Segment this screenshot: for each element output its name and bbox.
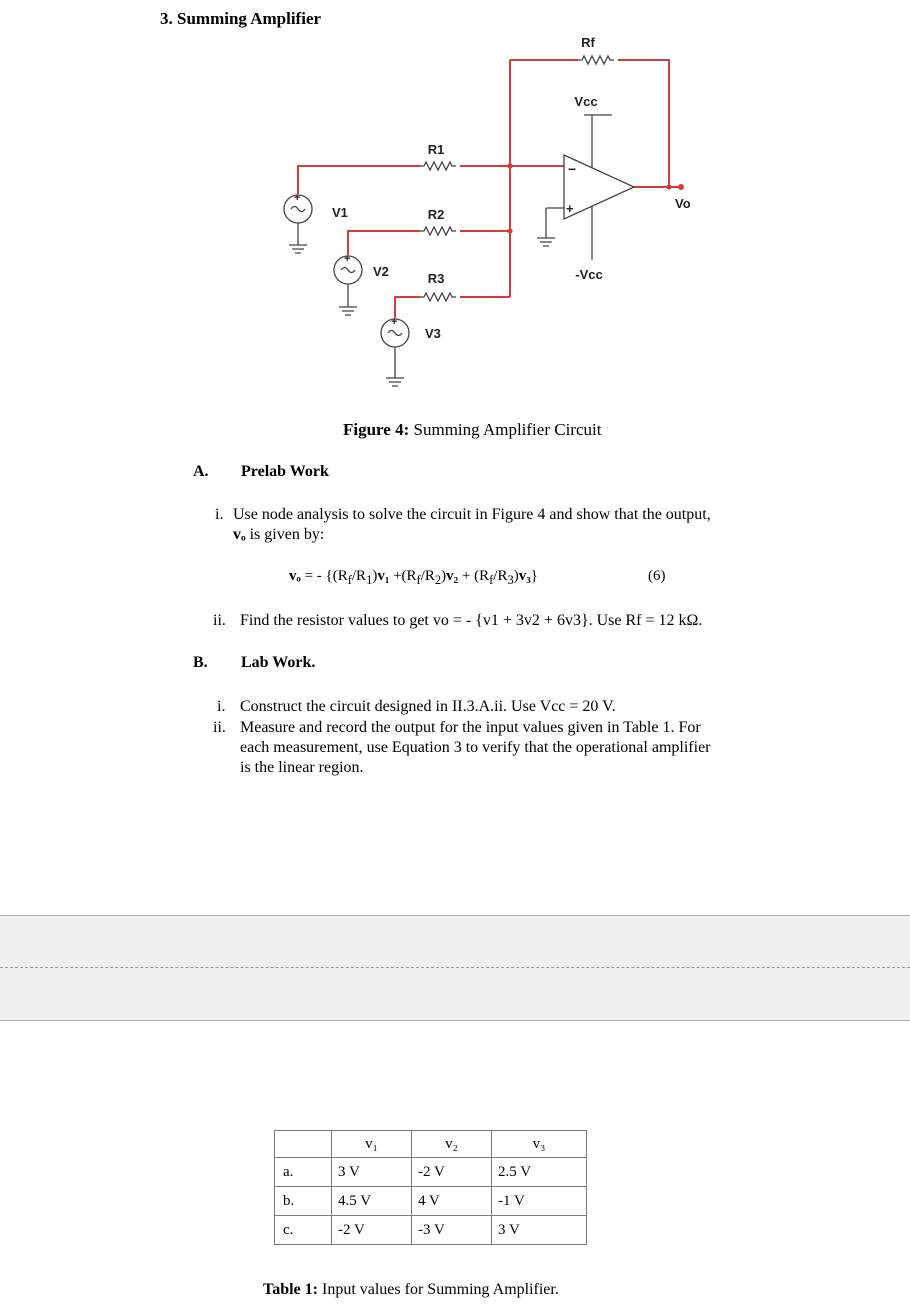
label-vcc: Vcc <box>574 94 598 109</box>
junction-dot <box>666 184 671 189</box>
eq-v2: v₂ <box>446 568 459 584</box>
eq-sub: 2 <box>434 573 442 587</box>
eq-part: /R <box>493 568 508 584</box>
eq-sub: f <box>416 573 421 587</box>
table-cell: -2 V <box>332 1216 412 1245</box>
lab-letter: B. <box>193 654 208 671</box>
lab-title: Lab Work. <box>241 654 316 671</box>
table-caption-label: Table 1: <box>263 1281 318 1298</box>
table-cell: 4.5 V <box>332 1187 412 1216</box>
eq-sub: 1 <box>366 573 373 587</box>
resistor-rf <box>578 56 614 64</box>
table-caption <box>263 1281 559 1299</box>
eq-v1: v₁ <box>377 568 390 584</box>
page-break-band <box>0 915 910 1021</box>
label-v2: V2 <box>373 264 389 279</box>
prelab-item-i-line2: is given by: <box>245 526 325 543</box>
eq-part: ) <box>441 568 447 584</box>
resistor-r3 <box>420 293 456 301</box>
noninverting-input-wire <box>546 208 564 238</box>
prelab-item-i-number: i. <box>215 506 224 523</box>
ground-icon <box>339 284 357 315</box>
table-header-cell: v₃ <box>492 1131 587 1158</box>
table-caption-text: Input values for Summing Amplifier. <box>317 1281 559 1298</box>
table-row <box>275 1187 587 1216</box>
figure-caption <box>343 420 601 440</box>
source-v3-plus: + <box>391 316 398 328</box>
prelab-item-ii-number: ii. <box>213 612 226 629</box>
eq-part: } <box>530 568 538 584</box>
label-rf: Rf <box>581 35 595 50</box>
label-neg-vcc: -Vcc <box>575 267 603 282</box>
input-values-table <box>274 1130 587 1245</box>
equation-number: (6) <box>648 568 666 584</box>
prelab-item-i-text <box>233 505 793 545</box>
label-v3: V3 <box>425 326 441 341</box>
prelab-letter: A. <box>193 463 209 480</box>
resistor-r2 <box>420 227 456 235</box>
equation-6 <box>289 568 538 588</box>
table-cell: c. <box>275 1216 332 1245</box>
page-break-dashed-line <box>0 967 910 968</box>
table-cell: 4 V <box>412 1187 492 1216</box>
eq-part: = - {(R <box>300 568 348 584</box>
table-cell: b. <box>275 1187 332 1216</box>
output-terminal <box>678 184 684 190</box>
table-cell: 3 V <box>492 1216 587 1245</box>
eq-part: ) <box>513 568 519 584</box>
prelab-title: Prelab Work <box>241 463 329 480</box>
prelab-item-ii-text: Find the resistor values to get vo = - {v1 + 3v2 + 6v3}. Use Rf = 12 kΩ. <box>240 612 703 629</box>
figure-caption-label: Figure 4: <box>343 420 410 439</box>
summing-amplifier-circuit <box>0 0 910 410</box>
inverting-sign: − <box>568 161 577 177</box>
table-cell: a. <box>275 1158 332 1187</box>
lab-item-ii-line: each measurement, use Equation 3 to verify that the operational amplifier <box>240 739 711 756</box>
eq-sub: 3 <box>507 573 514 587</box>
table-cell: -1 V <box>492 1187 587 1216</box>
junction-dot <box>507 228 512 233</box>
wire-v3-r3 <box>395 297 420 318</box>
table-cell: -3 V <box>412 1216 492 1245</box>
source-v2-plus: + <box>344 253 351 265</box>
prelab-item-i-line1: Use node analysis to solve the circuit in Figure 4 and show that the output, <box>233 506 711 523</box>
table-header-cell: v₂ <box>412 1131 492 1158</box>
section-title: Summing Amplifier <box>177 9 322 28</box>
table-row <box>275 1216 587 1245</box>
lab-item-ii-text <box>240 718 800 778</box>
eq-part: + (R <box>458 568 490 584</box>
lab-item-ii-number: ii. <box>213 719 226 736</box>
resistor-r1 <box>420 162 456 170</box>
wire-v2-r2 <box>348 231 420 255</box>
label-r1: R1 <box>427 142 445 157</box>
prelab-item-i-vo: vₒ <box>233 526 246 543</box>
section-number: 3. <box>160 9 173 28</box>
table-header-row <box>275 1131 587 1158</box>
table-cell: -2 V <box>412 1158 492 1187</box>
table-header-cell: v₁ <box>332 1131 412 1158</box>
lab-item-ii-line: Measure and record the output for the input values given in Table 1. For <box>240 719 701 736</box>
source-v1-plus: + <box>294 192 301 204</box>
table-cell: 3 V <box>332 1158 412 1187</box>
label-r3: R3 <box>427 271 445 286</box>
eq-part: /R <box>351 568 367 584</box>
eq-sub: f <box>489 573 494 587</box>
lab-item-i-number: i. <box>217 698 226 715</box>
eq-sub: f <box>347 573 352 587</box>
eq-part: +(R <box>389 568 417 584</box>
eq-part: ) <box>372 568 378 584</box>
noninverting-sign: + <box>566 201 574 216</box>
junction-dot <box>507 163 512 168</box>
label-r2: R2 <box>427 207 445 222</box>
eq-v3: v₃ <box>518 568 531 584</box>
lab-item-ii-line: is the linear region. <box>240 759 364 776</box>
ground-icon <box>537 238 555 246</box>
wire-v1-r1 <box>298 166 420 194</box>
ground-icon <box>386 347 404 386</box>
ground-icon <box>289 223 307 253</box>
lab-item-i-text: Construct the circuit designed in II.3.A.ii. Use Vcc = 20 V. <box>240 698 616 715</box>
figure-caption-text: Summing Amplifier Circuit <box>409 420 602 439</box>
table-header-cell <box>275 1131 332 1158</box>
table-row <box>275 1158 587 1187</box>
eq-lhs: vₒ <box>289 568 301 584</box>
label-v1: V1 <box>332 205 348 220</box>
eq-part: /R <box>420 568 435 584</box>
wire-rf-output <box>618 60 669 187</box>
label-vo: Vo <box>675 196 691 211</box>
table-cell: 2.5 V <box>492 1158 587 1187</box>
